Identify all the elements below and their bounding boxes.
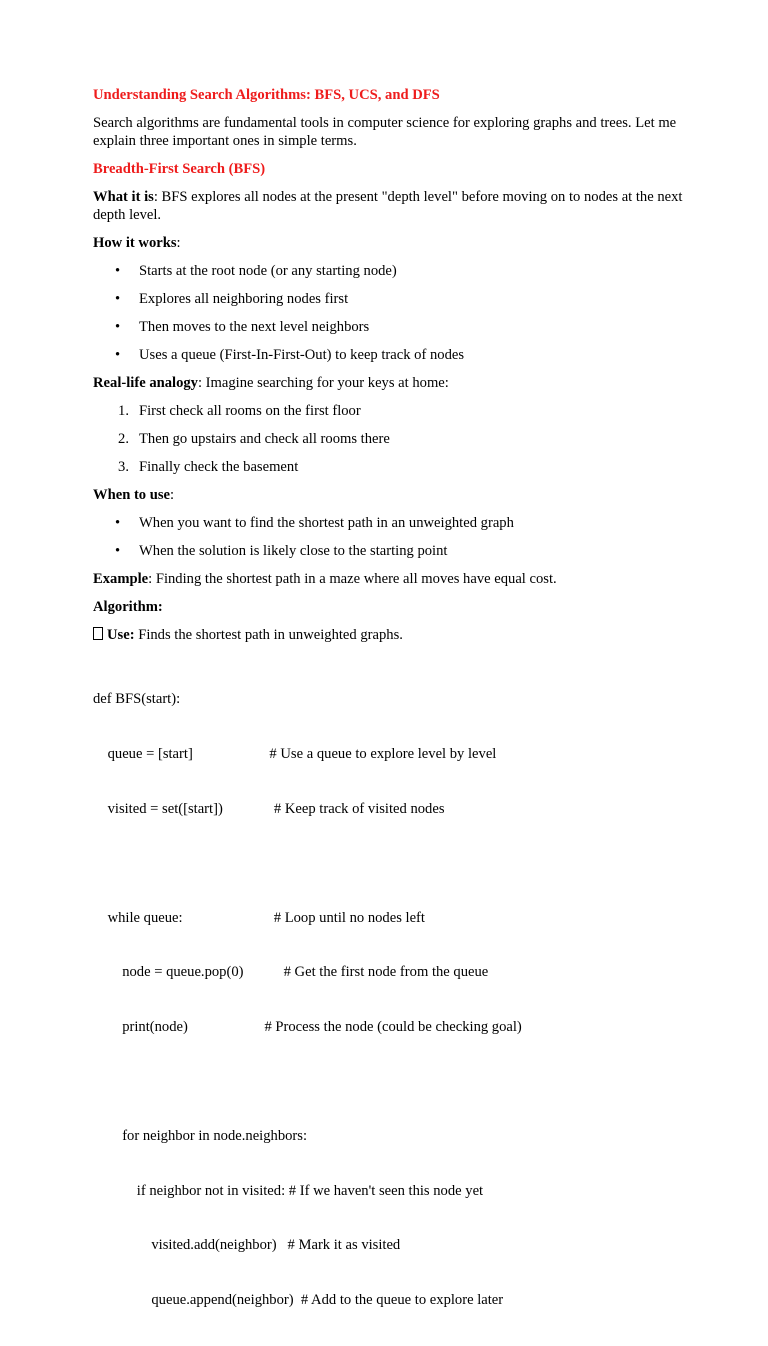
code-line [93, 1073, 683, 1091]
code-line: node = queue.pop(0) # Get the first node from the queue [93, 964, 489, 981]
how-it-works-heading: How it works: [93, 235, 181, 251]
how-it-works-label: How it works [93, 235, 177, 251]
use-label: Use: [107, 627, 135, 643]
code-line: queue.append(neighbor) # Add to the queue to explore later [93, 1291, 504, 1308]
code-line [93, 854, 683, 872]
intro-paragraph: Search algorithms are fundamental tools in computer science for exploring graphs and trees. Let me explain three important ones in simple terms. [93, 115, 677, 149]
algorithm-heading: Algorithm: [93, 599, 163, 615]
code-line: while queue: # Loop until no nodes left [93, 909, 425, 926]
when-to-use-list [93, 514, 683, 560]
what-it-is-label: What it is [93, 189, 154, 205]
code-line: for neighbor in node.neighbors: [93, 1128, 308, 1145]
list-item: 2. Then go upstairs and check all rooms there [118, 431, 390, 447]
list-item: 3. Finally check the basement [118, 459, 299, 475]
list-item: • Uses a queue (First-In-First-Out) to keep track of nodes [115, 347, 465, 363]
when-to-use-label: When to use [93, 487, 171, 503]
list-item: • Explores all neighboring nodes first [115, 291, 349, 307]
bullet-icon: • [115, 319, 121, 335]
bullet-icon: • [115, 543, 121, 559]
code-line: visited.add(neighbor) # Mark it as visited [93, 1237, 401, 1254]
code-line: def BFS(start): [93, 691, 181, 708]
bfs-heading: Breadth-First Search (BFS) [93, 161, 266, 177]
bullet-icon: • [115, 515, 121, 531]
code-line: visited = set([start]) # Keep track of visited nodes [93, 800, 445, 817]
when-to-use-heading: When to use: [93, 487, 175, 503]
real-life-analogy-paragraph: Real-life analogy: Imagine searching for your keys at home: [93, 375, 449, 391]
example-paragraph: Example: Finding the shortest path in a maze where all moves have equal cost. [93, 571, 557, 587]
bullet-icon: • [115, 347, 121, 363]
real-life-list [93, 402, 683, 476]
bullet-icon: • [115, 291, 121, 307]
document-title: Understanding Search Algorithms: BFS, UCS, and DFS [93, 87, 440, 103]
list-item: • When the solution is likely close to the starting point [115, 543, 448, 559]
list-item: 1. First check all rooms on the first floor [118, 403, 361, 419]
list-item: • Then moves to the next level neighbors [115, 319, 370, 335]
list-item: • When you want to find the shortest path in an unweighted graph [115, 515, 514, 531]
missing-glyph-icon [93, 627, 103, 640]
document-page [93, 86, 683, 1346]
use-paragraph: Use: Finds the shortest path in unweighted graphs. [93, 626, 683, 644]
real-life-analogy-label: Real-life analogy [93, 375, 198, 391]
code-line: print(node) # Process the node (could be checking goal) [93, 1018, 522, 1035]
list-item: • Starts at the root node (or any starting node) [115, 263, 397, 279]
what-it-is-text: : BFS explores all nodes at the present "depth level" before moving on to nodes at the next depth level. [93, 189, 683, 223]
code-line: if neighbor not in visited: # If we haven't seen this node yet [93, 1182, 484, 1199]
code-line: queue = [start] # Use a queue to explore level by level [93, 746, 497, 762]
what-it-is-paragraph [93, 188, 683, 224]
example-label: Example [93, 571, 149, 587]
bullet-icon: • [115, 263, 121, 279]
bfs-code-block [93, 654, 683, 1346]
how-it-works-list [93, 262, 683, 364]
